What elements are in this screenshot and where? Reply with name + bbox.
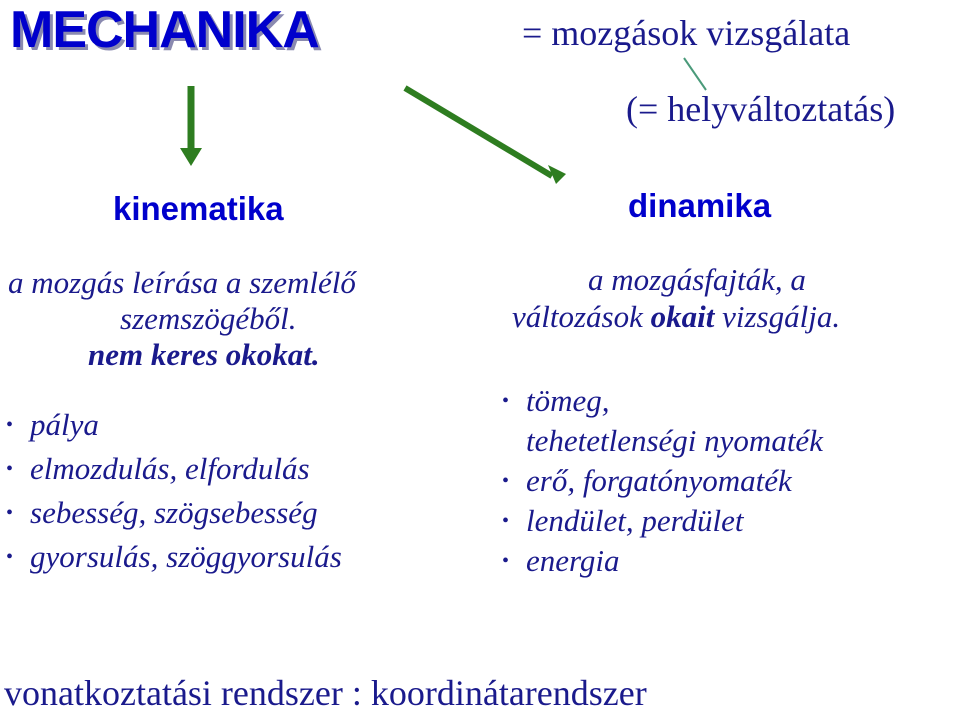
list-item: • sebesség, szögsebesség	[6, 491, 342, 535]
dinamika-desc-line2-post: vizsgálja.	[714, 299, 841, 334]
bullet-icon: •	[6, 546, 14, 568]
list-item: • pálya	[6, 403, 342, 447]
kinematika-desc-line2: szemszögéből.	[120, 301, 297, 336]
list-item-continuation: tehetetlenségi nyomaték	[526, 423, 823, 458]
list-item: • elmozdulás, elfordulás	[6, 447, 342, 491]
bullet-icon: •	[502, 470, 510, 492]
kinematika-desc-line1: a mozgás leírása a szemlélő	[8, 265, 356, 300]
dinamika-desc-line2-bold: okait	[650, 299, 715, 334]
list-item: • erő, forgatónyomaték	[502, 461, 823, 501]
kinematika-heading: kinematika	[113, 190, 284, 227]
bullet-icon: •	[502, 390, 510, 412]
list-item: • lendület, perdület	[502, 501, 823, 541]
list-item: • gyorsulás, szöggyorsulás	[6, 535, 342, 579]
pointer-to-note	[684, 58, 706, 90]
page-title: MECHANIKA	[10, 1, 319, 59]
dinamika-heading: dinamika	[628, 187, 772, 224]
dinamika-desc-line2-pre: változások	[512, 299, 651, 334]
kinematika-bullet-list	[6, 403, 342, 579]
bullet-icon: •	[502, 550, 510, 572]
bullet-icon: •	[6, 458, 14, 480]
list-item: • tömeg,	[502, 381, 823, 421]
bullet-icon: •	[6, 414, 14, 436]
dinamika-desc-line1: a mozgásfajták, a	[588, 262, 806, 297]
definition-text: = mozgások vizsgálata	[522, 13, 851, 53]
bottom-caption: vonatkoztatási rendszer : koordinátarendszer	[4, 673, 647, 713]
list-item: • energia	[502, 541, 823, 581]
note-text: (= helyváltoztatás)	[626, 89, 896, 129]
dinamika-bullet-list	[502, 381, 823, 581]
bullet-icon: •	[6, 502, 14, 524]
arrow-to-kinematika-head	[180, 148, 202, 166]
dinamika-desc-line2	[512, 299, 840, 335]
kinematika-desc-line3: nem keres okokat.	[88, 337, 320, 372]
arrow-to-dinamika	[405, 88, 552, 176]
bullet-icon: •	[502, 510, 510, 532]
